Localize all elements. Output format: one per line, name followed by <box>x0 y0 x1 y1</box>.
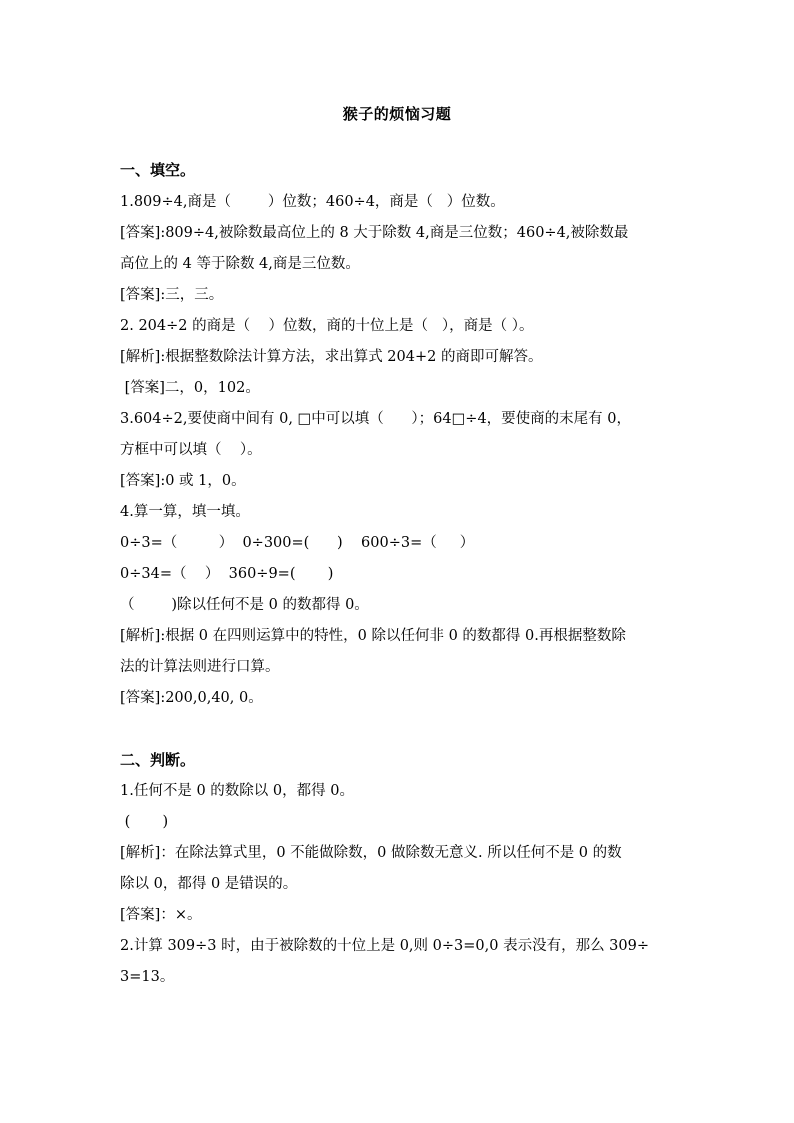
fill-statement: （ )除以任何不是 0 的数都得 0。 <box>120 597 369 613</box>
page-title: 猴子的烦恼习题 <box>342 105 452 123</box>
question-3-continued: 方框中可以填（ ）。 <box>120 442 262 458</box>
question-3: 3.604÷2,要使商中间有 0, □中可以填（ ）；64□÷4，要使商的末尾有 0， <box>120 411 632 427</box>
section-heading-fill-blank: 一、填空。 <box>120 161 196 179</box>
section-heading-judge: 二、判断。 <box>120 751 196 769</box>
calc-row: 0÷34=（ ） 360÷9=( ) <box>120 566 334 582</box>
judge-question-2: 2.计算 309÷3 时，由于被除数的十位上是 0,则 0÷3=0,0 表示没有，那么 309÷ <box>120 938 650 954</box>
answer-line: [答案]：×。 <box>120 907 202 923</box>
question-2: 2. 204÷2 的商是（ ）位数，商的十位上是（ ），商是（ ）。 <box>120 318 534 334</box>
judge-question-2-continued: 3=13。 <box>120 969 175 985</box>
question-4: 4.算一算，填一填。 <box>120 504 250 520</box>
analysis-line: [解析]:根据整数除法计算方法，求出算式 204+2 的商即可解答。 <box>120 349 543 365</box>
answer-line: [答案]:三，三。 <box>120 287 224 303</box>
judge-bracket: ( ) <box>120 814 169 830</box>
judge-question-1: 1.任何不是 0 的数除以 0，都得 0。 <box>120 783 354 799</box>
answer-line: 高位上的 4 等于除数 4,商是三位数。 <box>120 256 360 272</box>
analysis-line: 除以 0，都得 0 是错误的。 <box>120 876 298 892</box>
analysis-line: [解析]:根据 0 在四则运算中的特性，0 除以任何非 0 的数都得 0.再根据整数除 <box>120 628 626 644</box>
answer-line: [答案]:0 或 1，0。 <box>120 473 246 489</box>
calc-row: 0÷3=（ ） 0÷300=( ) 600÷3=（ ） <box>120 535 475 551</box>
analysis-line: [解析]：在除法算式里，0 不能做除数，0 做除数无意义. 所以任何不是 0 的数 <box>120 845 622 861</box>
answer-line: [答案]:809÷4,被除数最高位上的 8 大于除数 4,商是三位数；460÷4,被除数最 <box>120 225 629 241</box>
answer-line: [答案]二，0，102。 <box>120 380 260 396</box>
analysis-line: 法的计算法则进行口算。 <box>120 659 280 675</box>
question-1: 1.809÷4,商是（ ）位数；460÷4，商是（ ）位数。 <box>120 194 505 210</box>
answer-line: [答案]:200,0,40, 0。 <box>120 690 263 706</box>
